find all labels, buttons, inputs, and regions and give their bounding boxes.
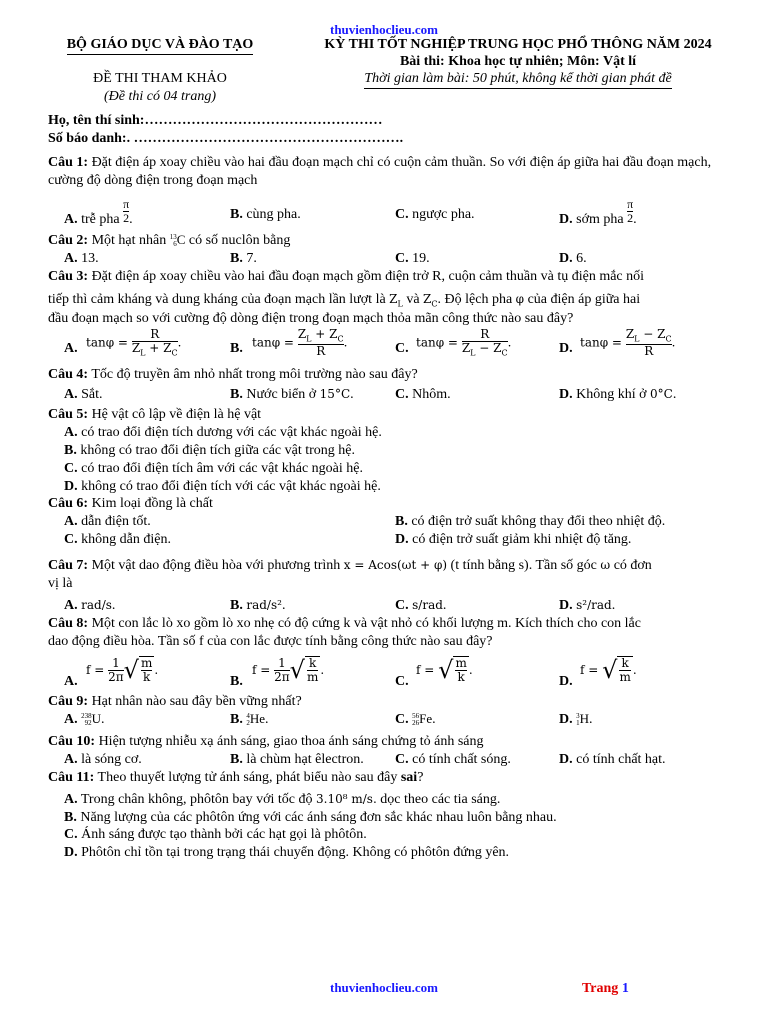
q10-option-c: C. có tính chất sóng.	[395, 751, 511, 767]
page-number: Trang 1	[582, 981, 629, 996]
q3-formula-a: tanφ = $\frac{R}{Z_L + Z_C}$ .	[86, 326, 182, 358]
question-10-options	[64, 751, 726, 769]
question-7: Câu 7: Một vật dao động điều hòa với phương trình x = Acos(ωt + φ) (t tính bằng s). Tần số góc ω có đơn	[48, 558, 652, 574]
exam-body	[48, 112, 726, 862]
q8-formula-a: f = $\frac{1}{2\pi}$ √ $\frac{m}{k}$ .	[86, 655, 159, 685]
question-3-line2: tiếp thì cảm kháng và dung kháng của đoạn mạch lần lượt là $Z_L$ và $Z_C$. Độ lệch pha φ của điện áp giữa hai	[48, 292, 641, 309]
q6-option-d: D. có điện trở suất giảm khi nhiệt độ tăng.	[395, 532, 632, 548]
q3-formula-b: tanφ = $\frac{Z_L + Z_C}{R}$ .	[252, 326, 348, 359]
question-4-options	[64, 386, 726, 404]
question-1-options	[64, 192, 726, 228]
question-8: Câu 8: Một con lắc lò xo gồm lò xo nhẹ có độ cứng k và vật nhỏ có khối lượng m. Kích thích cho con lắc	[48, 616, 641, 632]
q9-option-c: C. 56 26Fe.	[395, 711, 436, 728]
question-3: Câu 3: Đặt điện áp xoay chiều vào hai đầu đoạn mạch gồm điện trở R, cuộn cảm thuần và tụ điện mắc nối	[48, 268, 645, 284]
q4-option-d: D. Không khí ở 0°C.	[559, 386, 677, 402]
question-6-options-row2	[64, 531, 726, 549]
question-6-options-row1	[64, 513, 726, 531]
question-2: Câu 2: Một hạt nhân 13 6C có số nuclôn bằng	[48, 232, 291, 249]
q1-option-d: D. sớm pha $\frac{\pi}{2}$ .	[559, 196, 637, 227]
q10-option-b: B. là chùm hạt êlectron.	[230, 751, 364, 767]
q10-option-a: A. là sóng cơ.	[64, 751, 142, 767]
q2-option-d: D. 6.	[559, 250, 587, 266]
question-3-options	[64, 328, 726, 366]
q8-option-d: D.	[559, 673, 573, 689]
q8-formula-c: f = √ $\frac{m}{k}$ .	[416, 655, 473, 685]
q3-option-c: C.	[395, 340, 409, 356]
q4-option-b: B. Nước biển ở 15°C.	[230, 386, 354, 402]
question-9-options	[64, 711, 726, 733]
question-11: Câu 11: Theo thuyết lượng tử ánh sáng, phát biểu nào sau đây sai?	[48, 769, 424, 785]
question-7-line2: vị là	[48, 576, 73, 592]
exam-subject: Bài thi: Khoa học tự nhiên; Môn: Vật lí	[399, 54, 637, 69]
question-1: Câu 1: Đặt điện áp xoay chiều vào hai đầu đoạn mạch chỉ có cuộn cảm thuần. So với điện áp giữa hai đầu đoạn mạch, cường độ dòng điện trong đoạn mạch	[48, 154, 712, 188]
q3-option-a: A.	[64, 340, 78, 356]
q3-option-b: B.	[230, 340, 243, 356]
q8-formula-b: f = $\frac{1}{2\pi}$ √ $\frac{k}{m}$ .	[252, 655, 325, 685]
q2-option-a: A. 13.	[64, 250, 99, 266]
q7-option-d: D. s²/rad.	[559, 598, 616, 614]
q6-option-b: B. có điện trở suất không thay đổi theo nhiệt độ.	[395, 514, 666, 530]
q9-option-d: D. 3 1H.	[559, 711, 593, 728]
question-9: Câu 9: Hạt nhân nào sau đây bền vững nhất?	[48, 693, 302, 709]
q11-option-d: D. Phôtôn chỉ tồn tại trong trạng thái chuyển động. Không có phôtôn đứng yên.	[64, 845, 510, 861]
page-count: (Đề thi có 04 trang)	[104, 89, 216, 104]
q1-option-b: B. cùng pha.	[230, 206, 301, 222]
q10-option-d: D. có tính chất hạt.	[559, 751, 666, 767]
candidate-id: Số báo danh:. ………………………………………………….	[48, 130, 404, 146]
q5-option-d: D. không có trao đổi điện tích với các vật khác ngoài hệ.	[64, 478, 381, 494]
q9-option-b: B. 4 2He.	[230, 711, 269, 728]
q11-option-a: A. Trong chân không, phôtôn bay với tốc độ 3.10⁸ m/s. dọc theo các tia sáng.	[64, 791, 501, 807]
doc-type: ĐỀ THI THAM KHẢO	[93, 71, 227, 86]
q4-option-a: A. Sắt.	[64, 386, 103, 402]
ministry-name: BỘ GIÁO DỤC VÀ ĐÀO TẠO	[40, 36, 280, 55]
q5-option-b: B. không có trao đổi điện tích giữa các vật trong hệ.	[64, 442, 356, 458]
question-10: Câu 10: Hiện tượng nhiễu xạ ánh sáng, giao thoa ánh sáng chứng tỏ ánh sáng	[48, 733, 484, 749]
q1-option-c: C. ngược pha.	[395, 206, 475, 222]
q6-option-c: C. không dẫn điện.	[64, 532, 171, 548]
exam-header	[0, 36, 768, 106]
q9-option-a: A. 238 92U.	[64, 711, 105, 728]
q7-option-a: A. rad/s.	[64, 598, 116, 614]
exam-time: Thời gian làm bài: 50 phút, không kể thời gian phát đề	[282, 70, 754, 89]
q3-option-d: D.	[559, 340, 573, 356]
question-3-line3: đầu đoạn mạch so với cường độ dòng điện trong đoạn mạch thỏa mãn công thức nào sau đây?	[48, 311, 574, 327]
q3-formula-c: tanφ = $\frac{R}{Z_L - Z_C}$ .	[416, 326, 512, 358]
q8-option-b: B.	[230, 673, 243, 689]
question-5: Câu 5: Hệ vật cô lập về điện là hệ vật	[48, 406, 262, 422]
q3-formula-d: tanφ = $\frac{Z_L - Z_C}{R}$ .	[580, 326, 676, 359]
question-8-line2: dao động điều hòa. Tần số f của con lắc được tính bằng công thức nào sau đây?	[48, 634, 493, 650]
q8-option-a: A.	[64, 673, 78, 689]
q5-option-c: C. có trao đổi điện tích âm với các vật khác ngoài hệ.	[64, 460, 363, 476]
q11-option-b: B. Năng lượng của các phôtôn ứng với các ánh sáng đơn sắc khác nhau luôn bằng nhau.	[64, 809, 557, 825]
q5-option-a: A. có trao đổi điện tích dương với các vật khác ngoài hệ.	[64, 424, 382, 440]
site-watermark-bottom: thuvienhoclieu.com	[330, 980, 438, 995]
q2-option-b: B. 7.	[230, 250, 257, 266]
q6-option-a: A. dẫn điện tốt.	[64, 514, 151, 530]
question-7-options	[64, 597, 726, 615]
q7-option-b: B. rad/s².	[230, 598, 286, 614]
candidate-name: Họ, tên thí sinh:……………………………………………	[48, 113, 383, 128]
site-watermark-top: thuvienhoclieu.com	[330, 22, 438, 37]
q7-option-c: C. s/rad.	[395, 598, 447, 614]
q4-option-c: C. Nhôm.	[395, 386, 451, 402]
q2-option-c: C. 19.	[395, 250, 430, 266]
question-6: Câu 6: Kim loại đồng là chất	[48, 496, 213, 512]
q8-formula-d: f = √ $\frac{k}{m}$ .	[580, 655, 637, 685]
question-4: Câu 4: Tốc độ truyền âm nhỏ nhất trong môi trường nào sau đây?	[48, 366, 418, 382]
q1-option-a: A. trễ pha $\frac{\pi}{2}$ .	[64, 196, 133, 227]
question-8-options	[64, 651, 726, 693]
question-2-options	[64, 250, 726, 268]
exam-title: KỲ THI TỐT NGHIỆP TRUNG HỌC PHỔ THÔNG NĂM 2024	[324, 37, 712, 52]
q11-option-c: C. Ánh sáng được tạo thành bởi các hạt gọi là phôtôn.	[64, 827, 367, 843]
q8-option-c: C.	[395, 673, 409, 689]
